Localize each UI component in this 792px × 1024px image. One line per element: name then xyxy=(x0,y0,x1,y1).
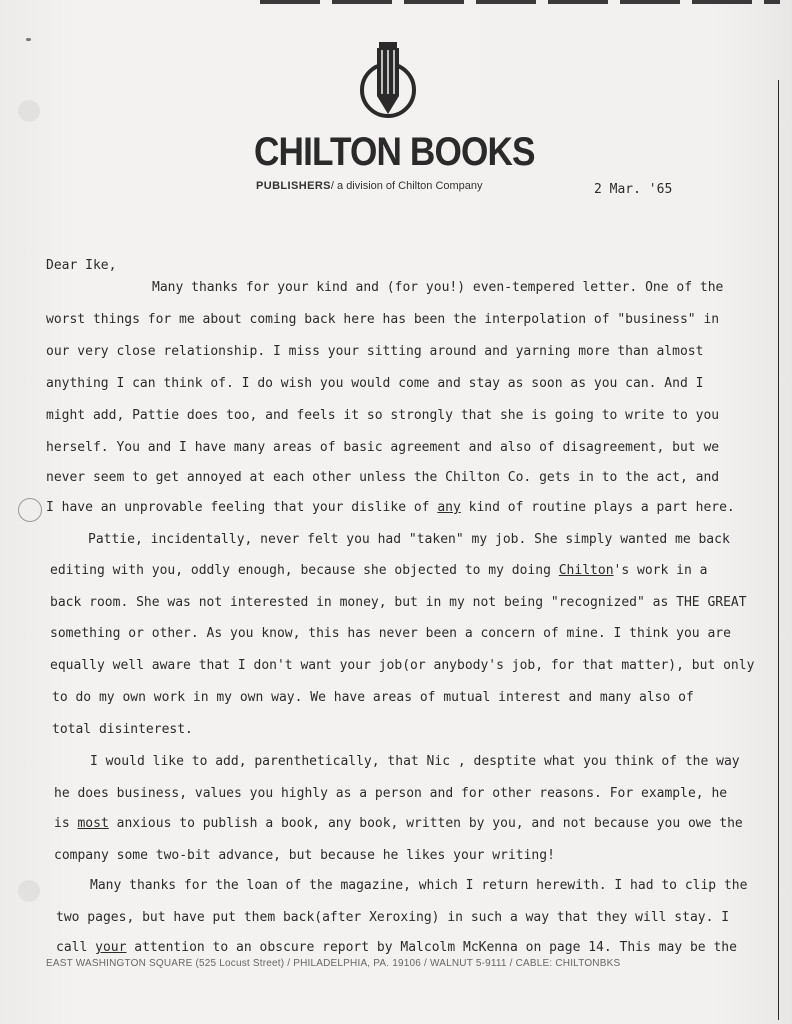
brand-wordmark: CHILTON BOOKS xyxy=(254,130,535,174)
letter-line: might add, Pattie does too, and feels it so strongly that she is going to write to you xyxy=(46,408,720,423)
letter-line: total disinterest. xyxy=(52,722,193,737)
line-segment: call xyxy=(56,940,96,955)
line-segment: editing with you, oddly enough, because she objected to my doing xyxy=(50,563,559,578)
subtitle-publishers: PUBLISHERS xyxy=(256,180,331,192)
letter-line: anything I can think of. I do wish you would come and stay as soon as you can. And I xyxy=(46,376,704,391)
line-segment: I have an unprovable feeling that your dislike of xyxy=(46,500,438,515)
letter-line: equally well aware that I don't want your job(or anybody's job, for that matter), but only xyxy=(50,658,755,673)
letter-line: Pattie, incidentally, never felt you had "taken" my job. She simply wanted me back xyxy=(88,532,730,547)
punch-hole xyxy=(18,100,40,122)
letter-line: back room. She was not interested in money, but in my not being "recognized" as THE GREAT xyxy=(50,595,747,610)
punch-hole xyxy=(18,880,40,902)
letter-line xyxy=(50,563,707,579)
line-segment: kind of routine plays a part here. xyxy=(460,500,735,515)
letter-line: to do my own work in my own way. We have areas of mutual interest and many also of xyxy=(52,690,694,705)
letter-line: never seem to get annoyed at each other unless the Chilton Co. gets in to the act, and xyxy=(46,470,720,485)
letter-line: he does business, values you highly as a person and for other reasons. For example, he xyxy=(54,786,728,801)
line-segment: 's work in a xyxy=(613,563,708,578)
letter-line: worst things for me about coming back here has been the interpolation of "business" in xyxy=(46,312,720,327)
right-margin-line xyxy=(778,80,779,1020)
letter-line: herself. You and I have many areas of basic agreement and also of disagreement, but we xyxy=(46,440,720,455)
punch-hole xyxy=(18,498,42,522)
letter-date: 2 Mar. '65 xyxy=(594,182,673,197)
letter-line xyxy=(54,816,743,832)
letter-line: I would like to add, parenthetically, that Nic , desptite what you think of the way xyxy=(90,754,740,769)
underlined-word: Chilton xyxy=(558,563,614,578)
subtitle-division: / a division of Chilton Company xyxy=(330,180,483,192)
top-edge-marks xyxy=(260,0,780,4)
line-segment: is xyxy=(54,816,78,831)
line-segment: attention to an obscure report by Malcolm McKenna on page 14. This may be the xyxy=(126,940,737,955)
letter-line: Many thanks for the loan of the magazine, which I return herewith. I had to clip the xyxy=(90,878,748,893)
paper-speck xyxy=(26,38,31,41)
letterhead-subtitle xyxy=(256,180,483,192)
underlined-word: most xyxy=(77,816,109,831)
letter-line xyxy=(46,500,735,516)
letterhead-footer: EAST WASHINGTON SQUARE (525 Locust Street) / PHILADELPHIA, PA. 19106 / WALNUT 5-9111 / CABLE: CHILTONBKS xyxy=(46,958,621,969)
letter-line: two pages, but have put them back(after Xeroxing) in such a way that they will stay. I xyxy=(56,910,730,925)
letter-line: Many thanks for your kind and (for you!) even-tempered letter. One of the xyxy=(152,280,724,295)
underlined-word: any xyxy=(437,500,461,515)
underlined-word: your xyxy=(95,940,127,955)
line-segment: anxious to publish a book, any book, written by you, and not because you owe the xyxy=(108,816,743,831)
letter-line: our very close relationship. I miss your sitting around and yarning more than almost xyxy=(46,344,704,359)
letter-line: something or other. As you know, this has never been a concern of mine. I think you are xyxy=(50,626,731,641)
salutation: Dear Ike, xyxy=(46,258,117,273)
letter-line: company some two-bit advance, but because he likes your writing! xyxy=(54,848,555,863)
chilton-pen-logo-icon xyxy=(352,40,424,122)
letter-line xyxy=(56,940,737,956)
